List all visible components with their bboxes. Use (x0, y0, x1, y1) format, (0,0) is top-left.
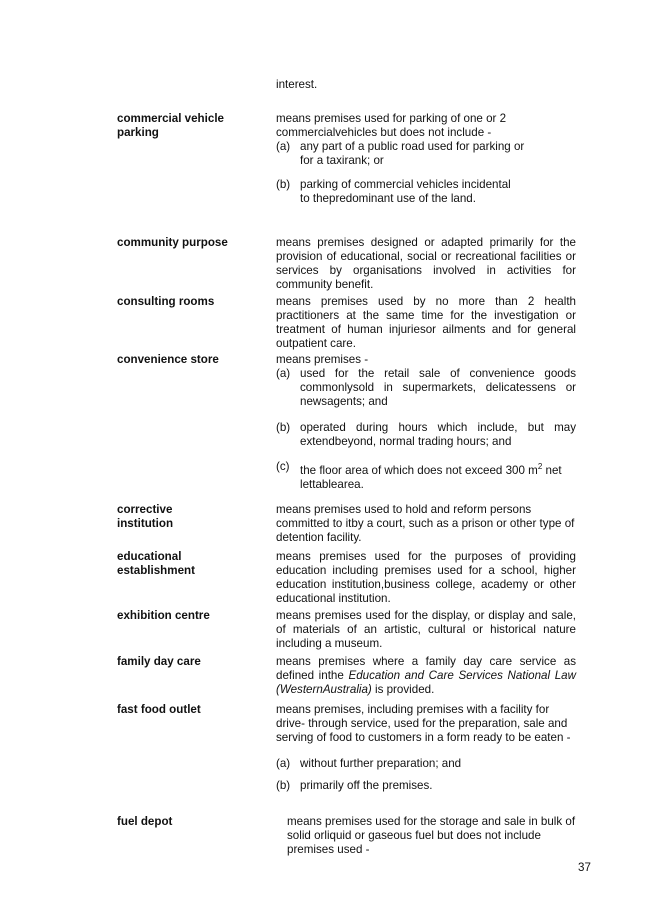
def-fuel-depot: means premises used for the storage and sale in bulk of solid orliquid or gaseous fuel but does not include premises used - (287, 815, 576, 856)
list-marker: (b) (276, 779, 291, 792)
term-educational-establishment: educational establishment (117, 550, 195, 577)
act-title: Education and Care Services National Law (WesternAustralia) (276, 669, 576, 696)
list-item (276, 421, 576, 449)
list-marker: (a) (276, 140, 291, 153)
list-text: without further preparation; and (300, 757, 462, 770)
def-text-part: is provided. (371, 683, 435, 696)
list-marker: (b) (276, 178, 291, 191)
term-corrective-institution: corrective institution (117, 503, 174, 530)
list-item (276, 367, 576, 409)
term-commercial-vehicle-parking: commercial vehicle parking (117, 112, 224, 139)
def-educational-establishment: means premises used for the purposes of providing education including premises used for a school, higher education institution,business college, academy or other educational institution. (276, 550, 576, 605)
list-marker: (a) (276, 757, 291, 770)
list-text: used for the retail sale of convenience goods commonlysold in supermarkets, delicatessens or newsagents; and (300, 367, 576, 408)
term-convenience-store: convenience store (117, 353, 219, 366)
def-commercial-vehicle-parking: means premises used for parking of one or 2 commercialvehicles but does not include - (276, 112, 507, 139)
def-family-day-care (276, 655, 576, 697)
term-exhibition-centre: exhibition centre (117, 609, 210, 622)
list-text-part: the floor area of which does not exceed 300 m (300, 463, 538, 477)
list-item (276, 779, 576, 793)
intro-text: interest. (276, 78, 318, 91)
term-community-purpose: community purpose (117, 236, 228, 249)
list-text: any part of a public road used for parking or for a taxirank; or (300, 140, 525, 167)
def-exhibition-centre: means premises used for the display, or display and sale, of materials of an artistic, cultural or historical nature including a museum. (276, 609, 576, 650)
def-consulting-rooms: means premises used by no more than 2 health practitioners at the same time for the investigation or treatment of human injuriesor ailments and for general outpatient care. (276, 295, 576, 350)
list-item (276, 178, 516, 206)
def-convenience-store: means premises - (276, 353, 369, 366)
list-item (276, 757, 576, 771)
def-corrective-institution: means premises used to hold and reform persons committed to itby a court, such as a prison or other type of detention facility. (276, 503, 575, 544)
list-marker: (b) (276, 421, 291, 434)
list-text (300, 460, 576, 492)
list-text-part: net lettablearea. (300, 463, 562, 491)
list-text: operated during hours which include, but may extendbeyond, normal trading hours; and (300, 421, 576, 448)
term-fuel-depot: fuel depot (117, 815, 173, 828)
page-number: 37 (578, 861, 591, 874)
list-marker: (c) (276, 460, 290, 473)
list-text: parking of commercial vehicles incidental to thepredominant use of the land. (300, 178, 511, 205)
list-marker: (a) (276, 367, 291, 380)
list-item (276, 460, 576, 492)
term-consulting-rooms: consulting rooms (117, 295, 215, 308)
def-community-purpose: means premises designed or adapted primarily for the provision of educational, social or recreational facilities or services by organisations involved in activities for community benefit. (276, 236, 576, 291)
list-item (276, 140, 541, 168)
list-text: primarily off the premises. (300, 779, 433, 792)
term-fast-food-outlet: fast food outlet (117, 703, 201, 716)
term-family-day-care: family day care (117, 655, 201, 668)
superscript: 2 (537, 462, 543, 471)
def-fast-food-outlet: means premises, including premises with a facility for drive- through service, used for the preparation, sale and serving of food to customers in a form ready to be eaten - (276, 703, 571, 744)
def-text-part: means premises where a family day care service as defined inthe (276, 655, 576, 682)
